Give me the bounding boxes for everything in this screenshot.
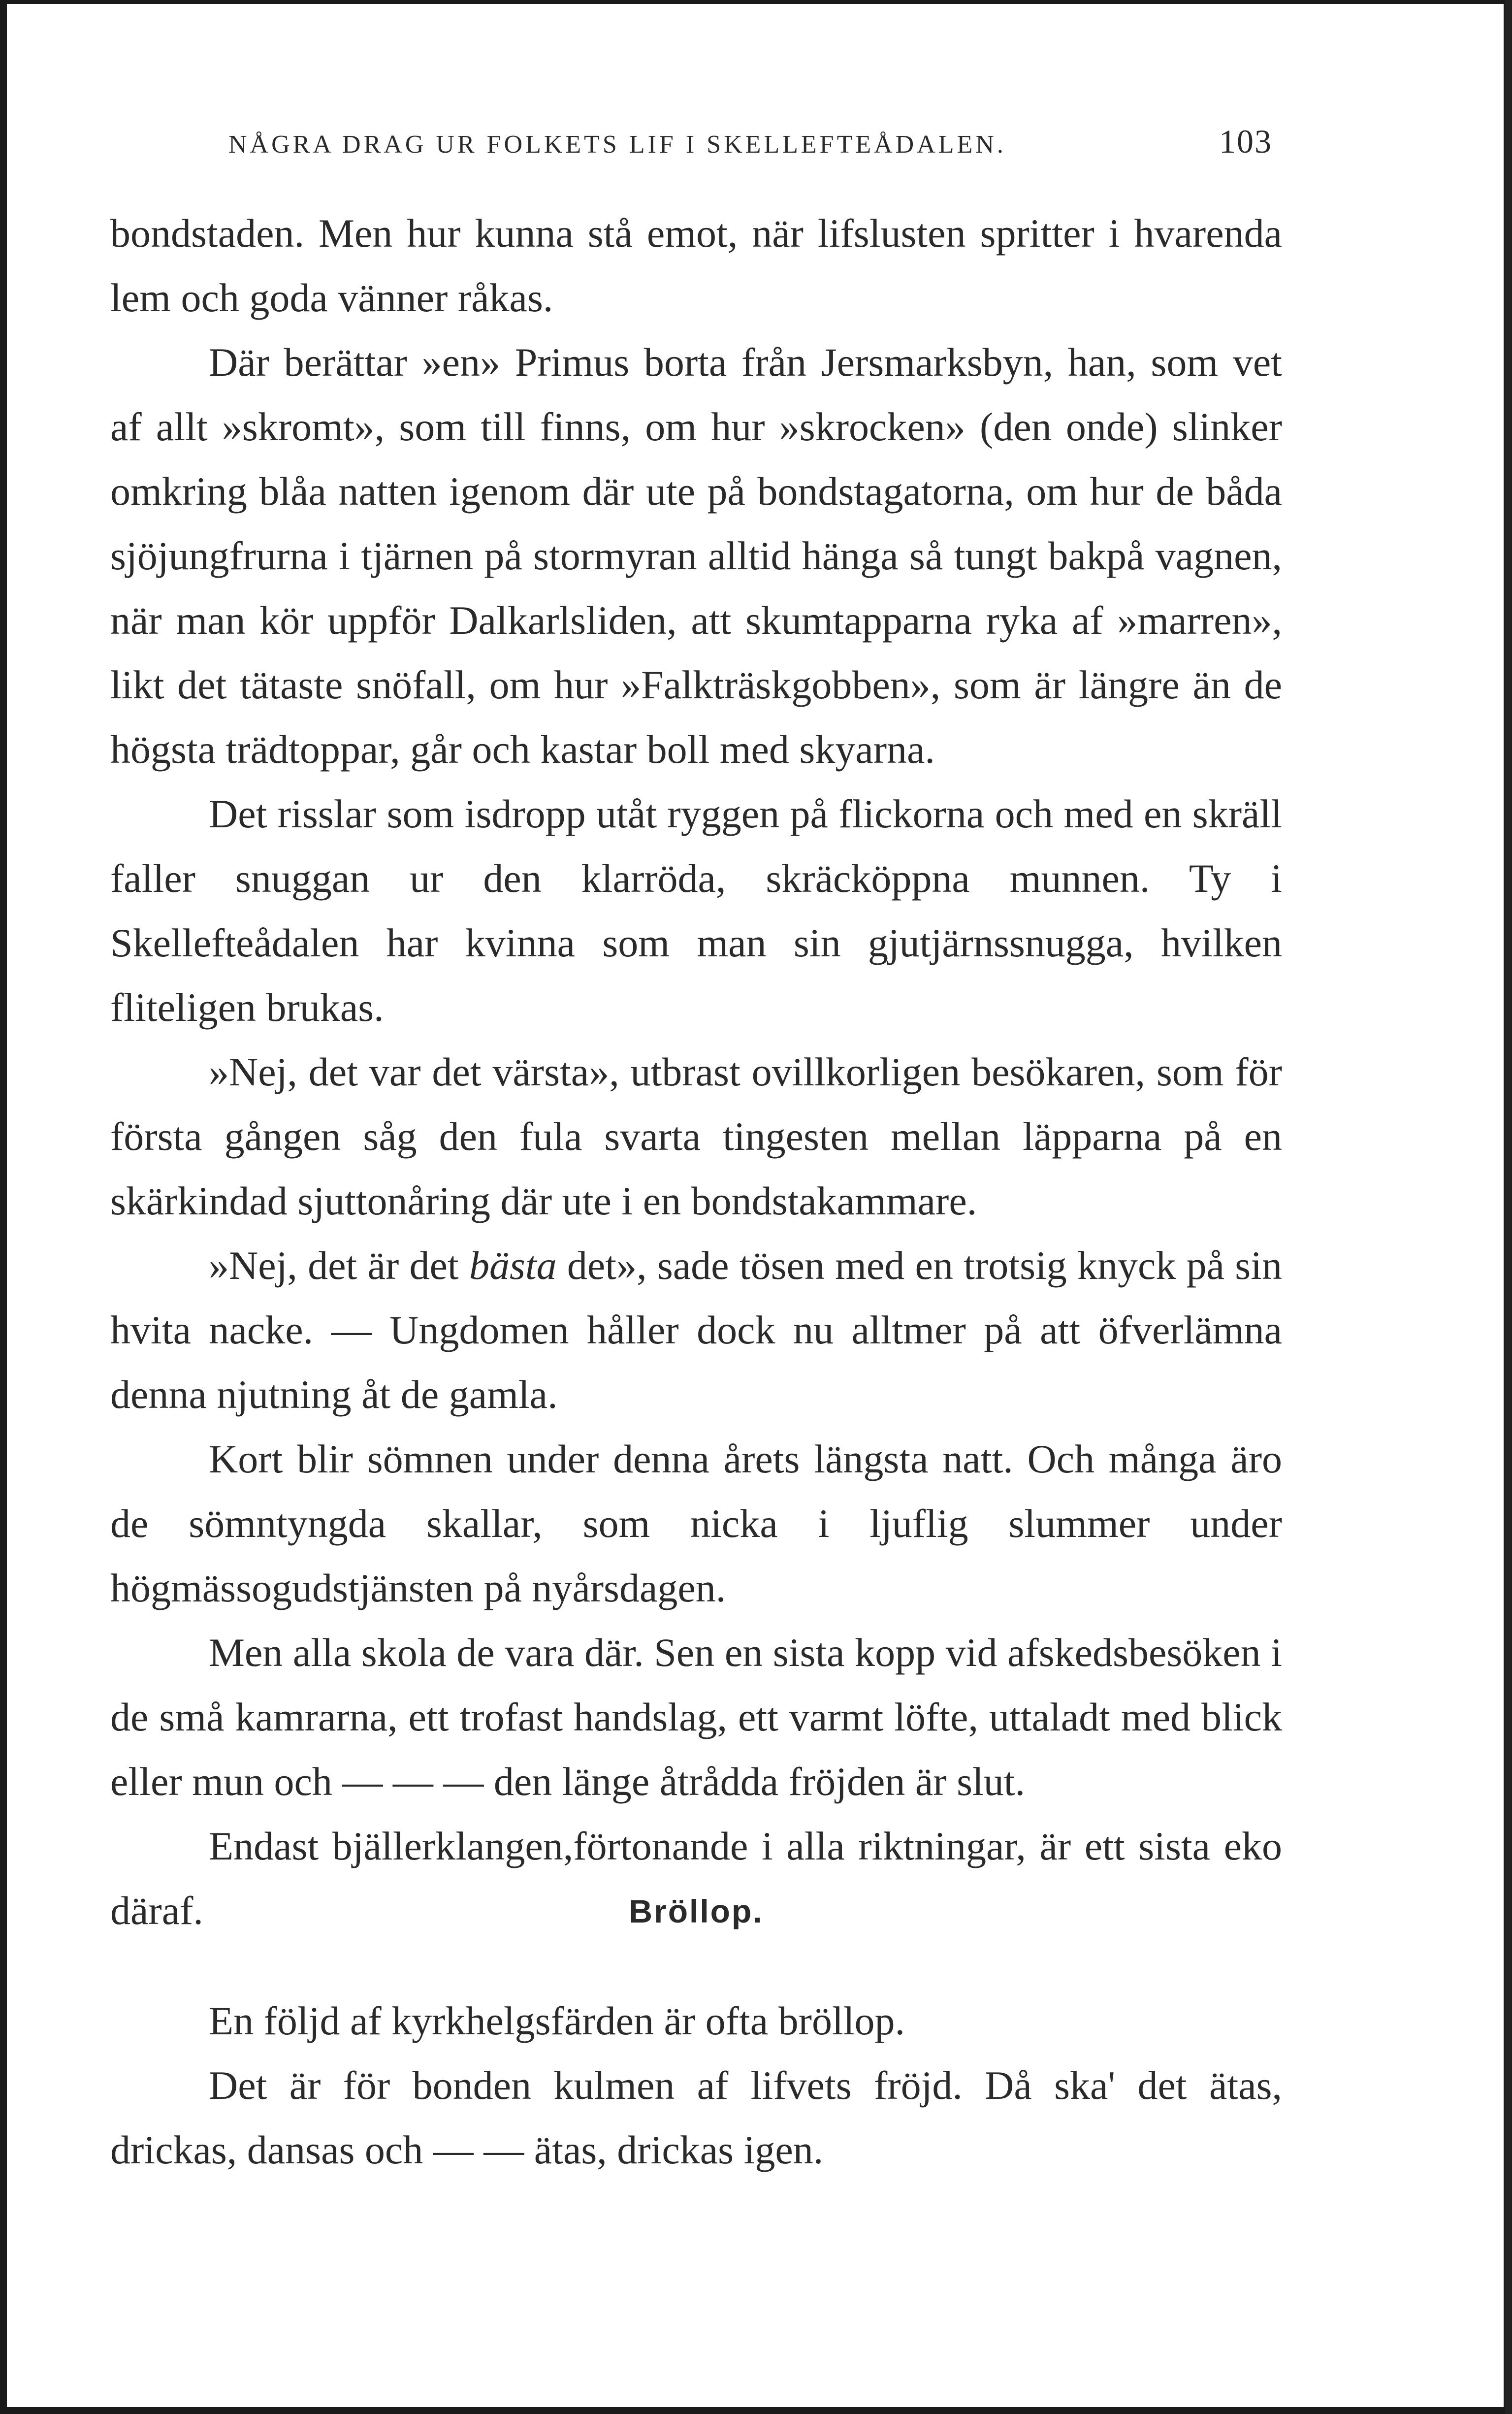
paragraph: Kort blir sömnen under denna årets längsta natt. Och många äro de sömntyngda skallar, som nicka i ljuflig slummer under högmässogudstjänsten på nyårsdagen. — [110, 1436, 1282, 1610]
section-text — [110, 1989, 1282, 2182]
section-heading: Bröllop. — [629, 1893, 764, 1929]
paragraph: Där berättar »en» Primus borta från Jersmarksbyn, han, som vet af allt »skromt», som till finns, om hur »skrocken» (den onde) slinker omkring blåa natten igenom där ute på bondstagatorna, om hur de båda sjöjungfrurna i tjärnen på stormyran alltid hänga så tungt bakpå vagnen, när man kör uppför Dalkarlsliden, att skumtapparna ryka af »marren», likt det tätaste snöfall, om hur »Falkträskgobben», som är längre än de högsta trädtoppar, går och kastar boll med skyarna. — [110, 340, 1282, 772]
paragraph: Det risslar som isdropp utåt ryggen på flickorna och med en skräll faller snuggan ur den klarröda, skräcköppna munnen. Ty i Skellefteådalen har kvinna som man sin gjutjärnssnugga, hvilken fliteligen brukas. — [110, 791, 1282, 1030]
paragraph: »Nej, det var det värsta», utbrast ovillkorligen besökaren, som för första gången såg den fula svarta tingesten mellan läpparna på en skärkindad sjuttonåring där ute i en bondstakammare. — [110, 1049, 1282, 1223]
paragraph-segment: »Nej, det är det — [209, 1243, 469, 1288]
running-header — [228, 122, 1272, 181]
book-page — [7, 4, 1504, 2407]
paragraph: Det är för bonden kulmen af lifvets fröjd. Då ska' det ätas, drickas, dansas och — — ätas, drickas igen. — [110, 2063, 1282, 2172]
running-title: NÅGRA DRAG UR FOLKETS LIF I SKELLEFTEÅDALEN. — [228, 130, 1006, 159]
paragraph: Men alla skola de vara där. Sen en sista kopp vid afskedsbesöken i de små kamrarna, ett trofast handslag, ett varmt löfte, uttaladt med blick eller mun och — — — den länge åtrådda fröjden är slut. — [110, 1630, 1282, 1804]
emphasized-word: bästa — [469, 1243, 557, 1288]
body-text — [110, 201, 1282, 1943]
paragraph: En följd af kyrkhelgsfärden är ofta bröllop. — [209, 1998, 905, 2043]
scan-edge — [1505, 0, 1512, 2414]
paragraph-segment: det», sade tösen med en trotsig knyck på sin hvita nacke. — Ungdomen håller dock nu alltmer på att öfverlämna denna njutning åt de gamla. — [110, 1243, 1282, 1417]
paragraph — [110, 1233, 1282, 1427]
paragraph: Endast bjällerklangen,förtonande i alla riktningar, är ett sista eko däraf. — [110, 1824, 1282, 1933]
page-number: 103 — [1219, 123, 1272, 160]
paragraph: bondstaden. Men hur kunna stå emot, när lifslusten spritter i hvarenda lem och goda vänner råkas. — [110, 211, 1282, 320]
